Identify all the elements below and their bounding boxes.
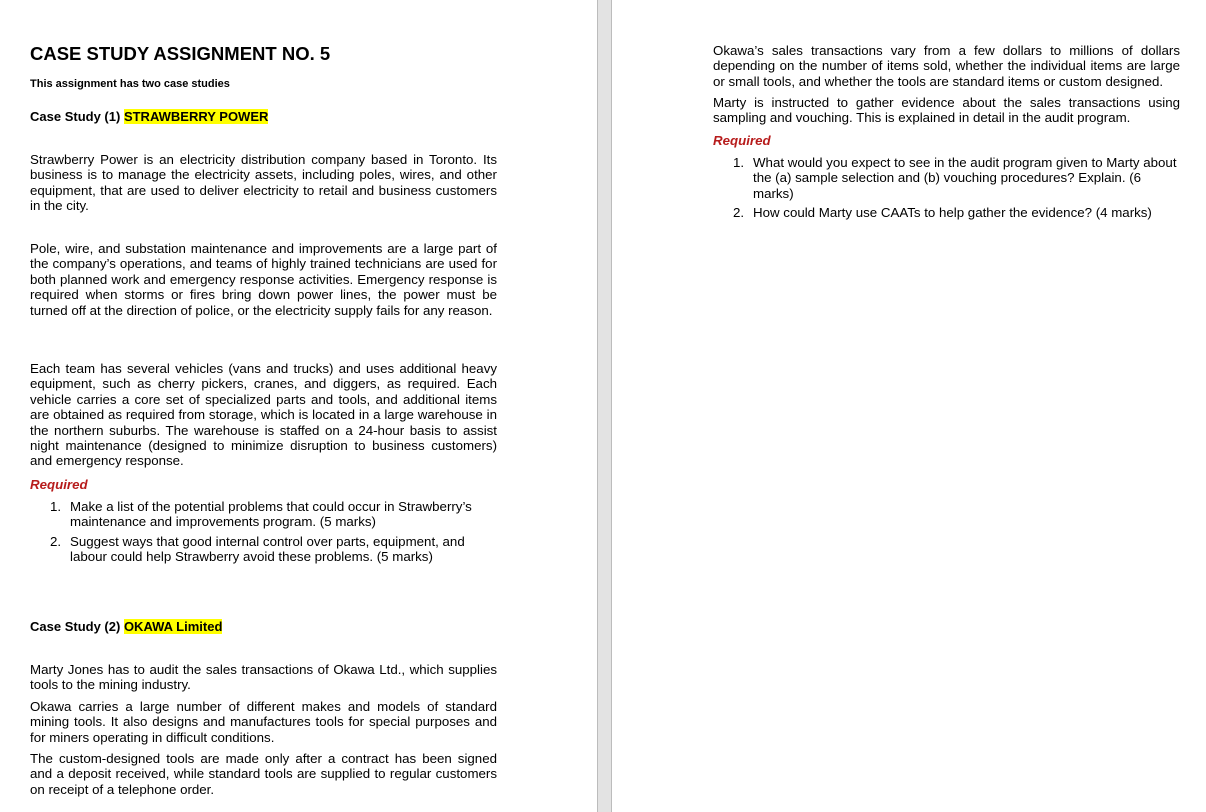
item-text: What would you expect to see in the audit program given to Marty about the (a) sample selection and (b) vouching procedures? Explain. (6 marks) xyxy=(753,155,1177,201)
case-name-highlight: OKAWA Limited xyxy=(123,619,223,634)
item-number: 2. xyxy=(50,533,62,549)
item-text: Make a list of the potential problems that could occur in Strawberry’s maintenance and improvements program. (5 marks) xyxy=(70,499,472,530)
list-item xyxy=(713,205,1180,220)
item-text: Suggest ways that good internal control over parts, equipment, and labour could help Strawberry avoid these problems. (5 marks) xyxy=(70,533,465,565)
paragraph: Okawa carries a large number of different makes and models of standard mining tools. It also designs and manufactures tools for special purposes and for miners operating in difficult conditions. xyxy=(30,699,497,745)
case-study-2-heading xyxy=(30,619,497,634)
required-heading: Required xyxy=(713,133,771,148)
paragraph: Each team has several vehicles (vans and trucks) and uses additional heavy equipment, such as cherry pickers, cranes, and diggers, as required. Each vehicle carries a core set of specialized parts and tools, and additional items are obtained as required from storage, which is located in a large warehouse in the northern suburbs. The warehouse is staffed on a 24-hour basis to assist night maintenance (designed to minimize disruption to business customers) and emergency response. xyxy=(30,361,497,469)
question-list xyxy=(713,155,1180,225)
paragraph: Pole, wire, and substation maintenance and improvements are a large part of the company’s operations, and teams of highly trained technicians are used for both planned work and emergency response activities. Emergency response is required when storms or fires bring down power lines, the power must be turned off at the direction of police, or the electricity supply fails for any reason. xyxy=(30,241,497,318)
case-label: Case Study (2) xyxy=(30,619,121,634)
document-page-1 xyxy=(0,0,597,812)
page-title: CASE STUDY ASSIGNMENT NO. 5 xyxy=(30,43,331,64)
subtitle: This assignment has two case studies xyxy=(30,78,230,90)
case-label: Case Study (1) xyxy=(30,109,121,124)
list-item xyxy=(713,155,1180,201)
question-list xyxy=(30,499,497,569)
item-text: How could Marty use CAATs to help gather the evidence? (4 marks) xyxy=(753,205,1152,221)
case-name-highlight: STRAWBERRY POWER xyxy=(123,109,269,124)
case-study-1-heading xyxy=(30,109,497,124)
item-number: 1. xyxy=(50,499,62,514)
paragraph: Okawa’s sales transactions vary from a few dollars to millions of dollars depending on the number of items sold, whether the individual items are large or small tools, and whether the tools are standard items or custom designed. xyxy=(713,43,1180,89)
item-number: 2. xyxy=(733,205,745,221)
list-item xyxy=(30,499,497,530)
document-page-2 xyxy=(613,0,1206,812)
paragraph: Marty Jones has to audit the sales transactions of Okawa Ltd., which supplies tools to the mining industry. xyxy=(30,662,497,693)
paragraph: Marty is instructed to gather evidence about the sales transactions using sampling and vouching. This is explained in detail in the audit program. xyxy=(713,95,1180,126)
item-number: 1. xyxy=(733,155,745,170)
required-heading: Required xyxy=(30,477,88,492)
list-item xyxy=(30,534,497,565)
paragraph: Strawberry Power is an electricity distribution company based in Toronto. Its business is to manage the electricity assets, including poles, wires, and other equipment, that are used to deliver electricity to retail and business customers in the city. xyxy=(30,152,497,214)
paragraph: The custom-designed tools are made only after a contract has been signed and a deposit received, while standard tools are supplied to regular customers on receipt of a telephone order. xyxy=(30,751,497,797)
page-gutter xyxy=(597,0,612,812)
